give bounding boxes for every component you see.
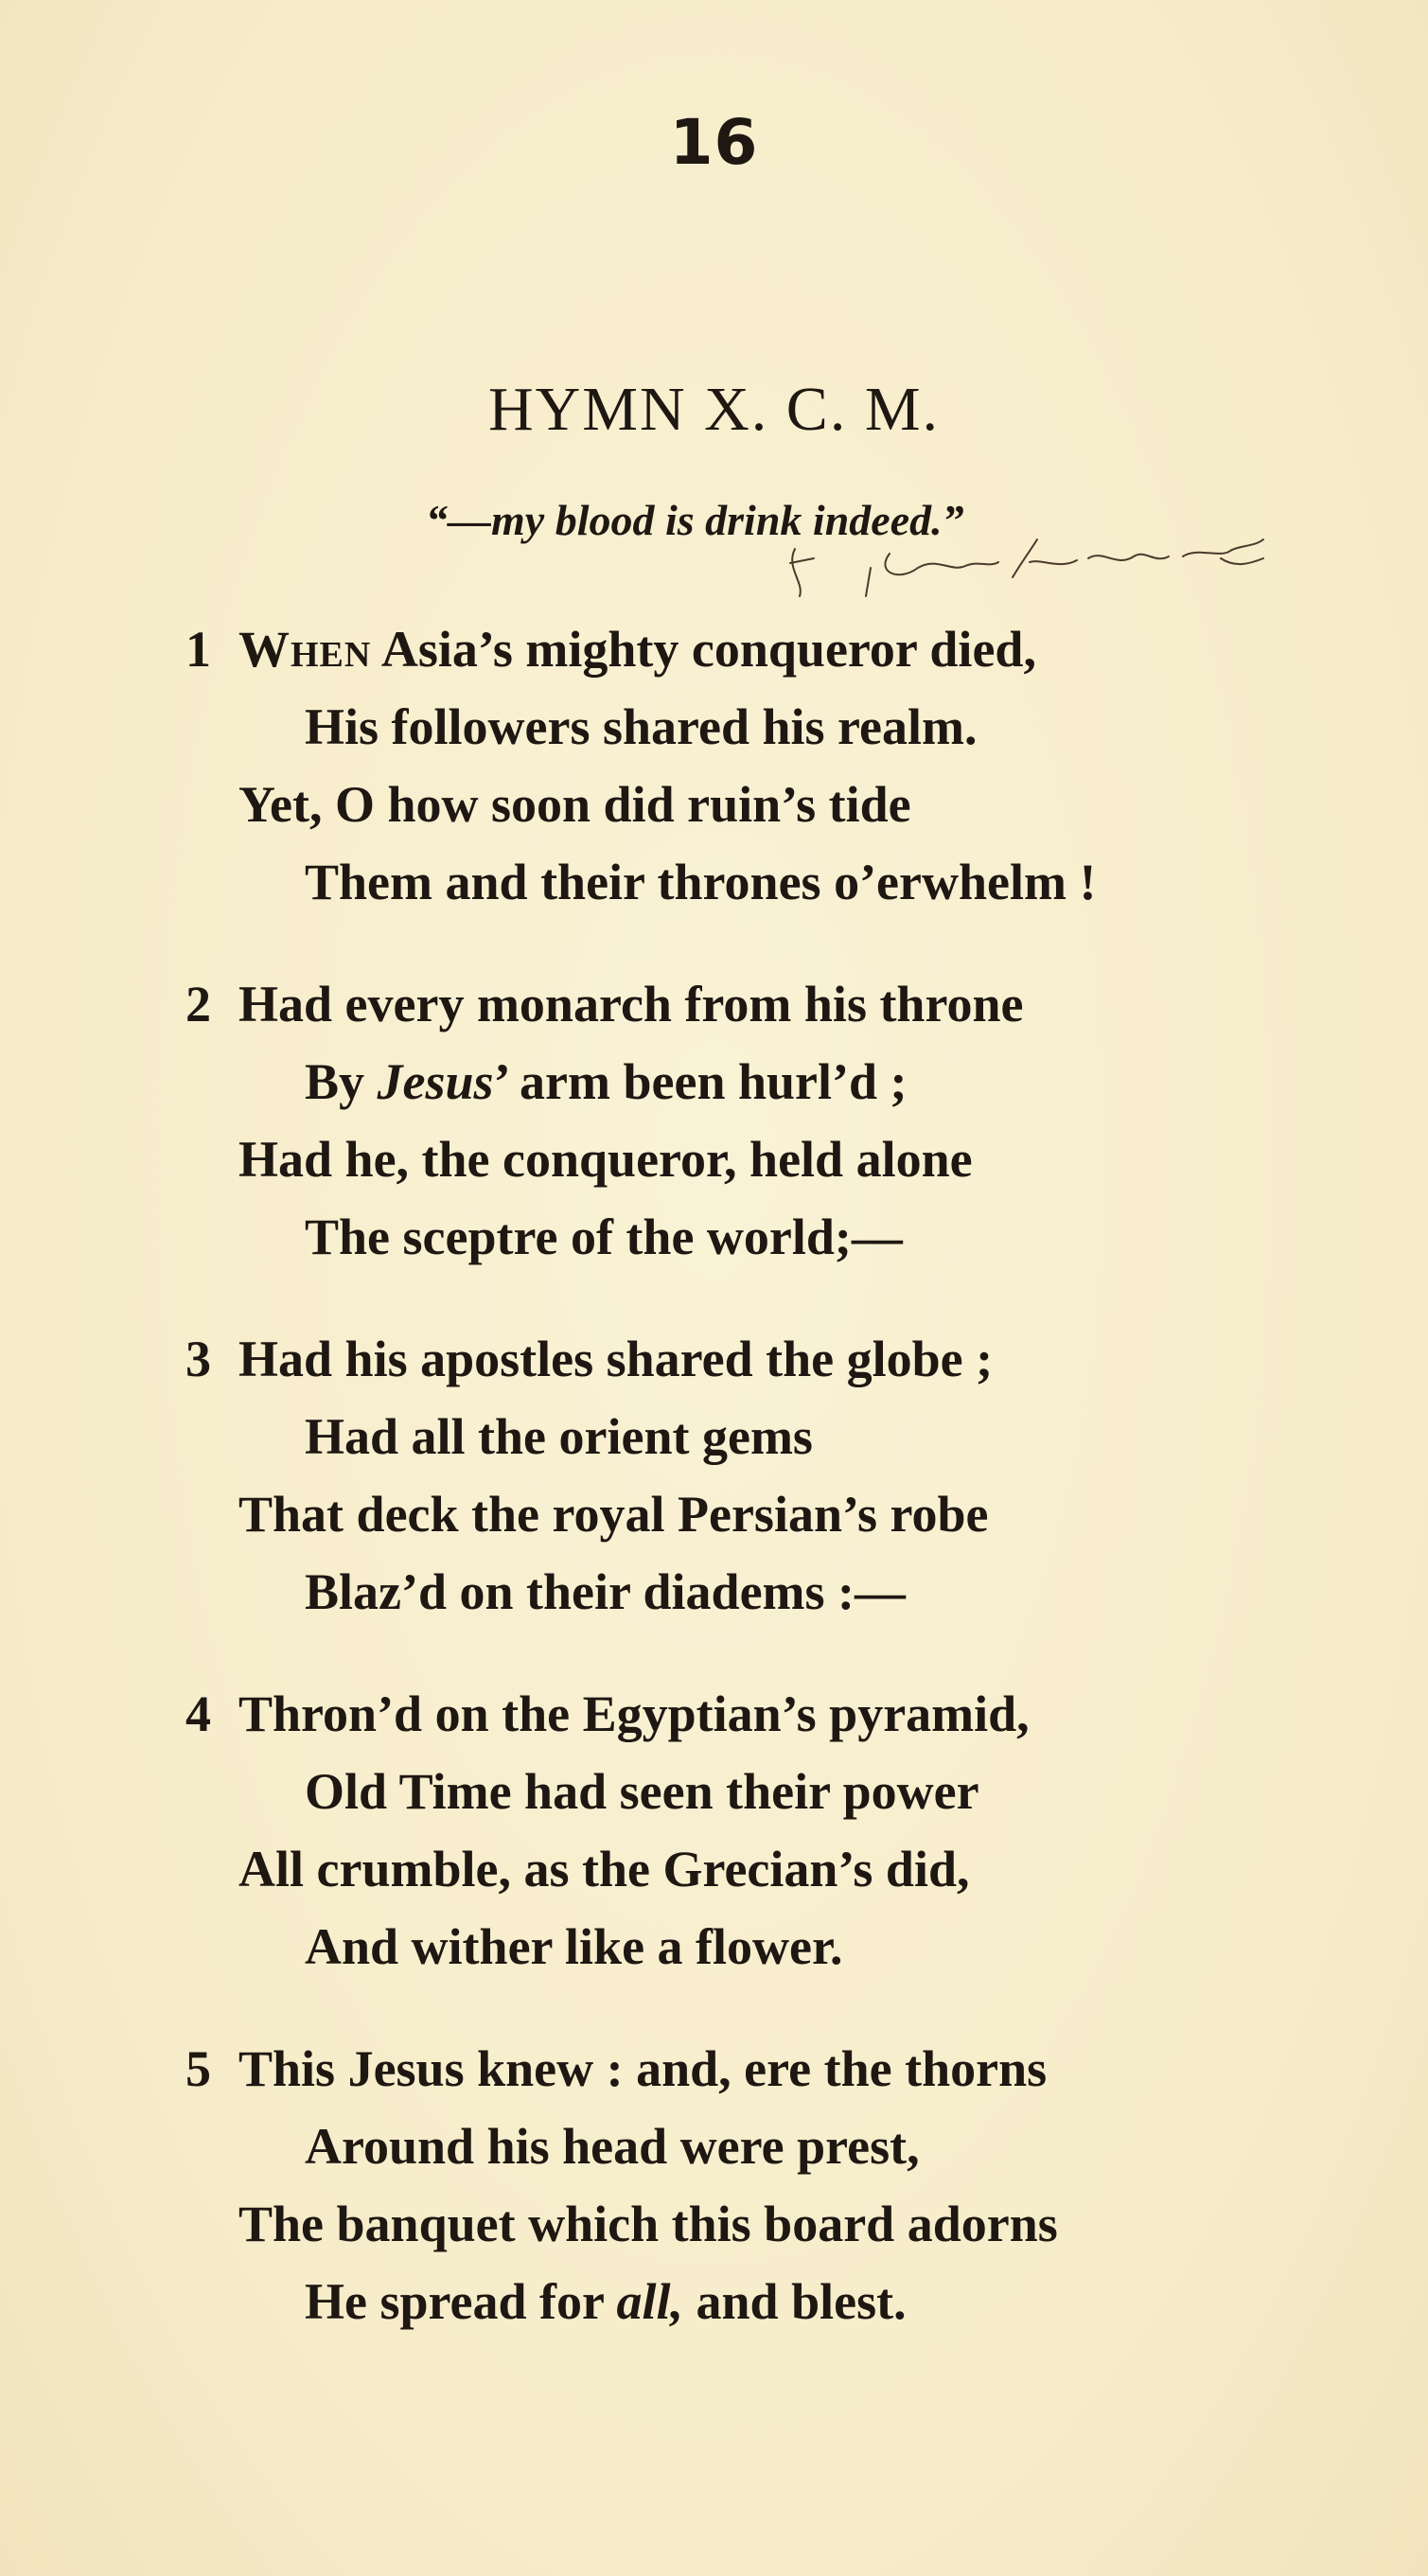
epigraph: “—my blood is drink indeed.” [426,496,964,544]
stanza-number: 1 [185,621,211,678]
stanza-line: This Jesus knew : and, ere the thorns [238,2040,1048,2097]
stanza-number: 5 [185,2040,211,2097]
hymn-title: HYMN X. C. M. [487,375,941,444]
stanza-line: Had his apostles shared the globe ; [238,1331,994,1387]
stanza-line: Had all the orient gems [305,1408,813,1465]
stanza-line: His followers shared his realm. [305,698,978,755]
stanza-line-part: By [305,1053,378,1110]
stanza-line [305,2273,907,2330]
stanza-line: Had every monarch from his throne [238,976,1024,1032]
stanza-line: And wither like a flower. [305,1918,843,1975]
stanza-line-part: and blest. [683,2273,907,2330]
stanza-line: Yet, O how soon did ruin’s tide [238,776,911,833]
stanza-line-part: ’ arm been hurl’d ; [493,1053,908,1110]
stanza-number: 2 [185,976,211,1032]
stanza-number: 4 [185,1685,211,1742]
stanza-number: 3 [185,1331,211,1387]
stanza-line: That deck the royal Persian’s robe [238,1486,989,1543]
page-number: 16 [669,106,759,179]
stanza-line-emphasis: all, [616,2273,683,2330]
stanza-line: Old Time had seen their power [305,1763,979,1820]
stanza-line: Them and their thrones o’erwhelm ! [305,854,1097,910]
stanza-line [305,1053,908,1110]
stanza-line: The sceptre of the world;— [305,1209,903,1265]
stanza-line: Blaz’d on their diadems :— [305,1563,907,1620]
stanza-line: Thron’d on the Egyptian’s pyramid, [238,1685,1030,1742]
stanza-line: The banquet which this board adorns [238,2196,1058,2252]
stanza-line: Around his head were prest, [305,2118,920,2175]
handwritten-signature [776,530,1268,615]
stanza-line-rest: Asia’s mighty conqueror died, [371,621,1036,678]
stanza-line [238,621,1036,678]
stanza-first-word: When [238,621,372,678]
stanza-line-emphasis: Jesus [377,1053,494,1110]
stanza-line: Had he, the conqueror, held alone [238,1131,973,1188]
stanza-line: All crumble, as the Grecian’s did, [238,1841,970,1897]
stanza-line-part: He spread for [305,2273,617,2330]
